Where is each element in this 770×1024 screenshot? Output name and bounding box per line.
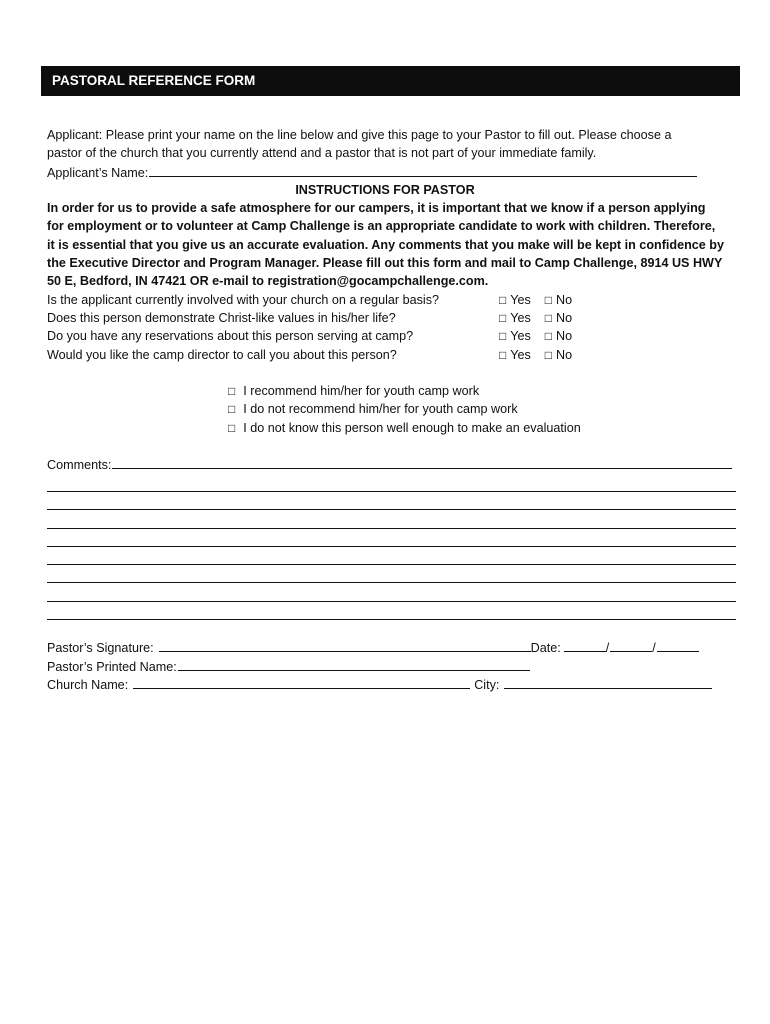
question-text: Does this person demonstrate Christ-like values in his/her life? <box>47 310 396 325</box>
applicant-name-label: Applicant’s Name: <box>47 165 149 180</box>
applicant-name-row <box>47 163 727 181</box>
checkbox-icon[interactable]: □ <box>499 329 507 344</box>
checkbox-icon[interactable]: □ <box>544 310 553 325</box>
question-row <box>47 346 727 364</box>
instructions-heading: INSTRUCTIONS FOR PASTOR <box>295 182 475 197</box>
instructions-line-1: In order for us to provide a safe atmosphere for our campers, it is important that we know if a person applying <box>47 201 706 216</box>
yes-label: Yes <box>510 329 531 344</box>
date-year-field[interactable] <box>657 638 699 652</box>
yes-label: Yes <box>510 292 531 307</box>
comments-field[interactable] <box>112 455 732 469</box>
no-option[interactable] <box>545 309 572 327</box>
unknown-label: I do not know this person well enough to make an evaluation <box>243 420 581 435</box>
question-text: Is the applicant currently involved with your church on a regular basis? <box>47 292 440 307</box>
recommend-label: I recommend him/her for youth camp work <box>243 384 480 399</box>
signature-row <box>47 638 727 656</box>
question-row <box>47 327 727 345</box>
printed-name-field[interactable] <box>178 657 530 671</box>
no-label: No <box>556 292 573 307</box>
no-option[interactable] <box>545 291 572 309</box>
checkbox-icon[interactable]: □ <box>499 310 507 325</box>
comments-label: Comments: <box>47 458 112 473</box>
printed-name-label: Pastor’s Printed Name: <box>47 659 177 674</box>
city-field[interactable] <box>504 675 712 689</box>
question-text: Would you like the camp director to call you about this person? <box>47 347 397 362</box>
yes-label: Yes <box>510 310 531 325</box>
date-label: Date: <box>530 641 561 656</box>
checkbox-icon[interactable]: □ <box>228 384 236 399</box>
intro-line-1: Applicant: Please print your name on the line below and give this page to your Pastor to fill out. Please choose a <box>47 128 672 142</box>
comments-line[interactable] <box>47 583 736 601</box>
no-label: No <box>556 347 573 362</box>
date-separator: / <box>652 641 656 656</box>
checkbox-icon[interactable]: □ <box>228 420 236 435</box>
unknown-option[interactable] <box>47 419 727 437</box>
yes-option[interactable] <box>499 291 531 309</box>
instructions-line-5: 50 E, Bedford, IN 47421 OR e-mail to registration@gocampchallenge.com. <box>47 274 489 289</box>
comments-line[interactable] <box>47 474 736 492</box>
checkbox-icon[interactable]: □ <box>228 402 236 417</box>
no-option[interactable] <box>545 346 572 364</box>
checkbox-icon[interactable]: □ <box>499 292 507 307</box>
instructions-line-4: the Executive Director and Program Manager. Please fill out this form and mail to Camp Challenge, 8914 US HWY <box>47 256 723 271</box>
church-row <box>47 675 727 693</box>
yes-option[interactable] <box>499 327 531 345</box>
city-label: City: <box>474 677 500 692</box>
date-separator: / <box>605 641 610 656</box>
intro-line-2: pastor of the church that you currently attend and a pastor that is not part of your immediate family. <box>47 146 597 161</box>
comments-line[interactable] <box>47 529 736 547</box>
church-label: Church Name: <box>47 677 129 692</box>
no-label: No <box>556 329 573 344</box>
instructions-line-2: for employment or to volunteer at Camp Challenge is an appropriate candidate to work with children. Therefore, <box>47 219 716 234</box>
printed-name-row <box>47 657 727 675</box>
checkbox-icon[interactable]: □ <box>544 292 553 307</box>
church-name-field[interactable] <box>133 675 470 689</box>
form-title: PASTORAL REFERENCE FORM <box>41 66 740 96</box>
checkbox-icon[interactable]: □ <box>544 329 553 344</box>
comments-line[interactable] <box>47 602 736 620</box>
checkbox-icon[interactable]: □ <box>544 347 553 362</box>
no-label: No <box>556 310 573 325</box>
yes-option[interactable] <box>499 309 531 327</box>
comments-line[interactable] <box>47 565 736 583</box>
question-row <box>47 309 727 327</box>
no-option[interactable] <box>545 327 572 345</box>
comments-line[interactable] <box>47 547 736 565</box>
question-row <box>47 291 727 309</box>
recommend-option[interactable] <box>47 382 727 400</box>
instructions-line-3: it is essential that you give us an accurate evaluation. Any comments that you make will be kept in confidence by <box>47 237 724 252</box>
applicant-name-field[interactable] <box>149 163 697 177</box>
yes-option[interactable] <box>499 346 531 364</box>
comments-line[interactable] <box>47 510 736 528</box>
not-recommend-option[interactable] <box>47 400 727 418</box>
yes-label: Yes <box>510 347 531 362</box>
question-text: Do you have any reservations about this person serving at camp? <box>47 329 414 344</box>
date-day-field[interactable] <box>610 638 652 652</box>
signature-label: Pastor’s Signature: <box>47 641 154 656</box>
comments-row <box>47 455 727 473</box>
comments-line[interactable] <box>47 492 736 510</box>
checkbox-icon[interactable]: □ <box>499 347 507 362</box>
date-month-field[interactable] <box>564 638 606 652</box>
not-recommend-label: I do not recommend him/her for youth camp work <box>243 402 518 417</box>
signature-field[interactable] <box>159 638 531 652</box>
form-body <box>47 126 727 693</box>
